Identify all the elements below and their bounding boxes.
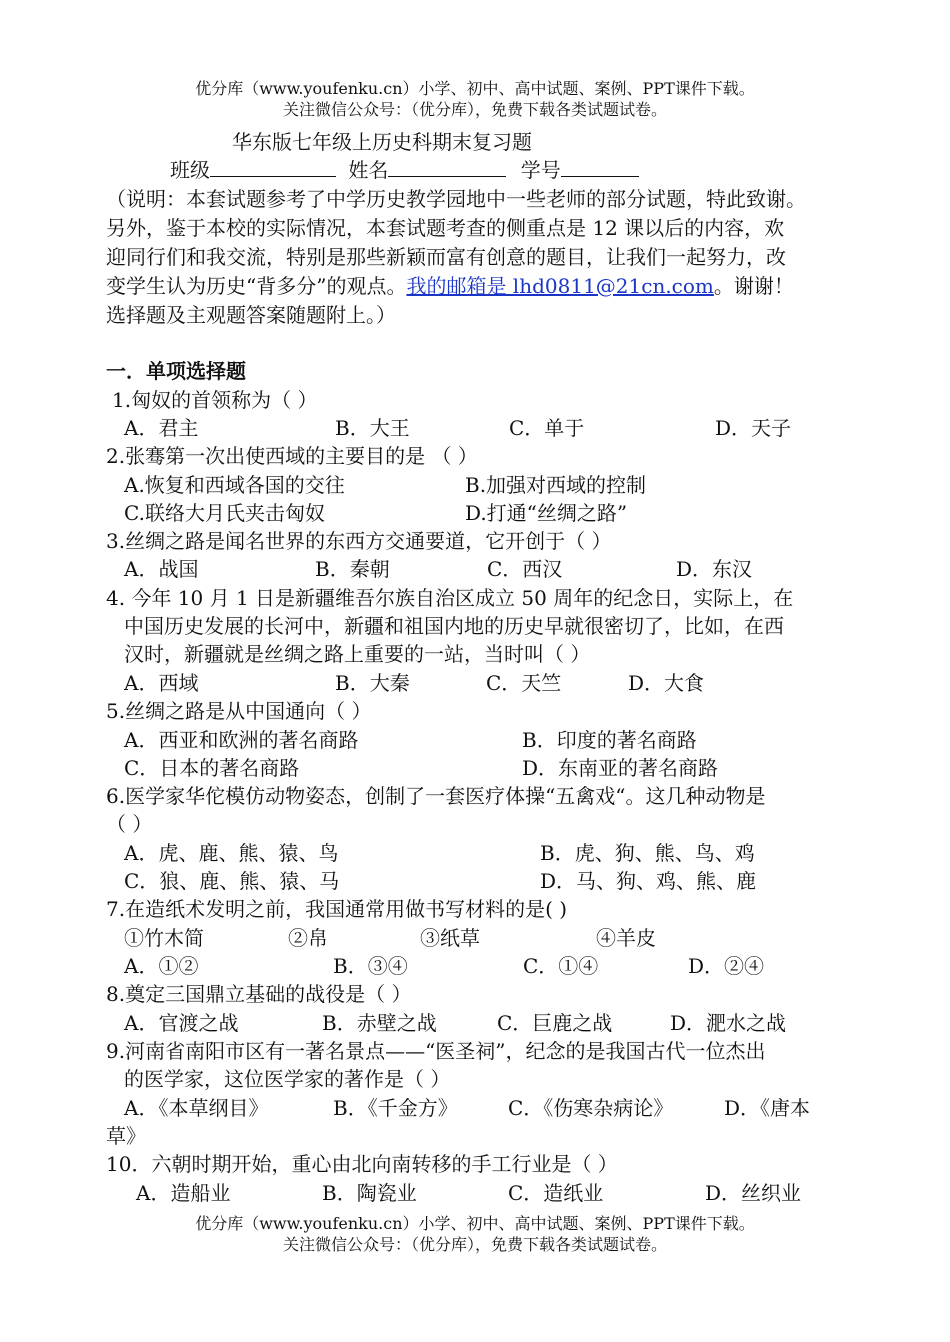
q3-option-a[interactable]: A．战国 xyxy=(124,557,199,581)
q10-option-b[interactable]: B．陶瓷业 xyxy=(322,1181,417,1205)
question-5-stem: 5.丝绸之路是从中国通向（ ） xyxy=(106,699,372,723)
q8-option-a[interactable]: A．官渡之战 xyxy=(124,1011,239,1035)
q5-option-c[interactable]: C．日本的著名商路 xyxy=(124,756,300,780)
q10-option-a[interactable]: A．造船业 xyxy=(136,1181,231,1205)
q2-option-b[interactable]: B.加强对西域的控制 xyxy=(465,473,647,497)
q9-option-c[interactable]: C．《伤寒杂病论》 xyxy=(508,1096,674,1120)
q3-option-d[interactable]: D．东汉 xyxy=(676,557,753,581)
q7-option-a[interactable]: A．①② xyxy=(124,954,199,978)
name-blank[interactable] xyxy=(388,156,506,177)
q7-item-4: ④羊皮 xyxy=(596,926,656,950)
q10-option-c[interactable]: C．造纸业 xyxy=(508,1181,604,1205)
q3-option-b[interactable]: B．秦朝 xyxy=(315,557,390,581)
q4-option-a[interactable]: A．西域 xyxy=(124,671,199,695)
intro-line-1: （说明：本套试题参考了中学历史教学园地中一些老师的部分试题，特此致谢。 xyxy=(106,187,806,211)
q6-option-a[interactable]: A．虎、鹿、熊、猿、鸟 xyxy=(124,841,339,865)
q4-option-c[interactable]: C．天竺 xyxy=(486,671,562,695)
q1-option-d[interactable]: D．天子 xyxy=(715,416,792,440)
question-2-stem: 2.张骞第一次出使西域的主要目的是 （ ） xyxy=(106,444,478,468)
question-4-stem-1: 4. 今年 10 月 1 日是新疆维吾尔族自治区成立 50 周年的纪念日，实际上，在 xyxy=(106,586,794,610)
q2-option-a[interactable]: A.恢复和西域各国的交往 xyxy=(124,473,345,497)
q7-option-c[interactable]: C．①④ xyxy=(523,954,599,978)
q8-option-b[interactable]: B．赤壁之战 xyxy=(322,1011,437,1035)
q6-option-c[interactable]: C．狼、鹿、熊、猿、马 xyxy=(124,869,340,893)
q9-option-d[interactable]: D．《唐本 xyxy=(724,1096,811,1120)
question-4-stem-2: 中国历史发展的长河中，新疆和祖国内地的历史早就很密切了，比如，在西 xyxy=(124,614,784,638)
header-banner-line-1: 优分库（www.youfenku.cn）小学、初中、高中试题、案例、PPT课件下载。 xyxy=(195,79,755,98)
q5-option-b[interactable]: B．印度的著名商路 xyxy=(522,728,697,752)
q7-item-3: ③纸草 xyxy=(420,926,480,950)
page-title: 华东版七年级上历史科期末复习题 xyxy=(232,130,532,154)
id-label: 学号 xyxy=(520,158,561,182)
q10-option-d[interactable]: D．丝织业 xyxy=(705,1181,802,1205)
question-6-stem-1: 6.医学家华佗模仿动物姿态，创制了一套医疗体操“五禽戏“。这几种动物是 xyxy=(106,784,766,808)
q1-option-a[interactable]: A．君主 xyxy=(124,416,199,440)
question-9-stem-2: 的医学家，这位医学家的著作是（ ） xyxy=(124,1067,451,1091)
q5-option-a[interactable]: A．西亚和欧洲的著名商路 xyxy=(124,728,359,752)
question-6-stem-2: （ ） xyxy=(106,812,153,836)
intro-line-4-end: 。谢谢！ xyxy=(713,274,794,298)
q4-option-b[interactable]: B．大秦 xyxy=(335,671,410,695)
q1-option-c[interactable]: C．单于 xyxy=(509,416,585,440)
intro-line-3: 迎同行们和我交流，特别是那些新颖而富有创意的题目，让我们一起努力，改 xyxy=(106,245,786,269)
q7-item-2: ②帛 xyxy=(288,926,328,950)
q7-option-d[interactable]: D．②④ xyxy=(688,954,765,978)
footer-banner-line-2: 关注微信公众号：（优分库），免费下载各类试题试卷。 xyxy=(282,1235,667,1254)
q9-option-a[interactable]: A．《本草纲目》 xyxy=(124,1096,269,1120)
question-4-stem-3: 汉时，新疆就是丝绸之路上重要的一站，当时叫（ ） xyxy=(124,642,591,666)
footer-banner-line-1: 优分库（www.youfenku.cn）小学、初中、高中试题、案例、PPT课件下载。 xyxy=(195,1214,755,1233)
question-1-stem: 1.匈奴的首领称为（ ） xyxy=(112,388,318,412)
name-label: 姓名 xyxy=(348,158,389,182)
q8-option-d[interactable]: D．淝水之战 xyxy=(670,1011,787,1035)
class-label: 班级 xyxy=(170,158,210,182)
question-9-stem-1: 9.河南省南阳市区有一著名景点——“医圣祠”，纪念的是我国古代一位杰出 xyxy=(106,1039,766,1063)
class-blank[interactable] xyxy=(210,156,336,177)
q5-option-d[interactable]: D．东南亚的著名商路 xyxy=(522,756,719,780)
q1-option-b[interactable]: B．大王 xyxy=(335,416,410,440)
q9-option-d-continued: 草》 xyxy=(106,1124,146,1148)
student-info-row xyxy=(170,154,639,183)
email-link[interactable]: 我的邮箱是 lhd0811@21cn.com xyxy=(406,274,714,298)
section-title: 一．单项选择题 xyxy=(106,359,246,383)
q2-option-c[interactable]: C.联络大月氏夹击匈奴 xyxy=(124,501,325,525)
header-banner-line-2: 关注微信公众号：（优分库），免费下载各类试题试卷。 xyxy=(282,100,667,119)
q6-option-b[interactable]: B．虎、狗、熊、鸟、鸡 xyxy=(540,841,755,865)
question-7-stem: 7.在造纸术发明之前，我国通常用做书写材料的是( ) xyxy=(106,897,568,921)
q7-item-1: ①竹木简 xyxy=(124,926,204,950)
q7-option-b[interactable]: B．③④ xyxy=(333,954,408,978)
question-8-stem: 8.奠定三国鼎立基础的战役是（ ） xyxy=(106,982,412,1006)
question-3-stem: 3.丝绸之路是闻名世界的东西方交通要道，它开创于（ ） xyxy=(106,529,612,553)
q9-option-b[interactable]: B．《千金方》 xyxy=(333,1096,458,1120)
q4-option-d[interactable]: D．大食 xyxy=(628,671,705,695)
intro-line-4-text: 变学生认为历史“背多分”的观点。 xyxy=(106,274,407,298)
id-blank[interactable] xyxy=(561,156,639,177)
q6-option-d[interactable]: D．马、狗、鸡、熊、鹿 xyxy=(540,869,757,893)
q8-option-c[interactable]: C．巨鹿之战 xyxy=(497,1011,613,1035)
question-10-stem: 10．六朝时期开始，重心由北向南转移的手工行业是（ ） xyxy=(106,1152,618,1176)
intro-line-5: 选择题及主观题答案随题附上。） xyxy=(106,303,396,327)
intro-line-2: 另外，鉴于本校的实际情况，本套试题考查的侧重点是 12 课以后的内容，欢 xyxy=(106,216,785,240)
q2-option-d[interactable]: D.打通“丝绸之路” xyxy=(465,501,628,525)
q3-option-c[interactable]: C．西汉 xyxy=(487,557,563,581)
intro-line-4 xyxy=(106,270,794,299)
